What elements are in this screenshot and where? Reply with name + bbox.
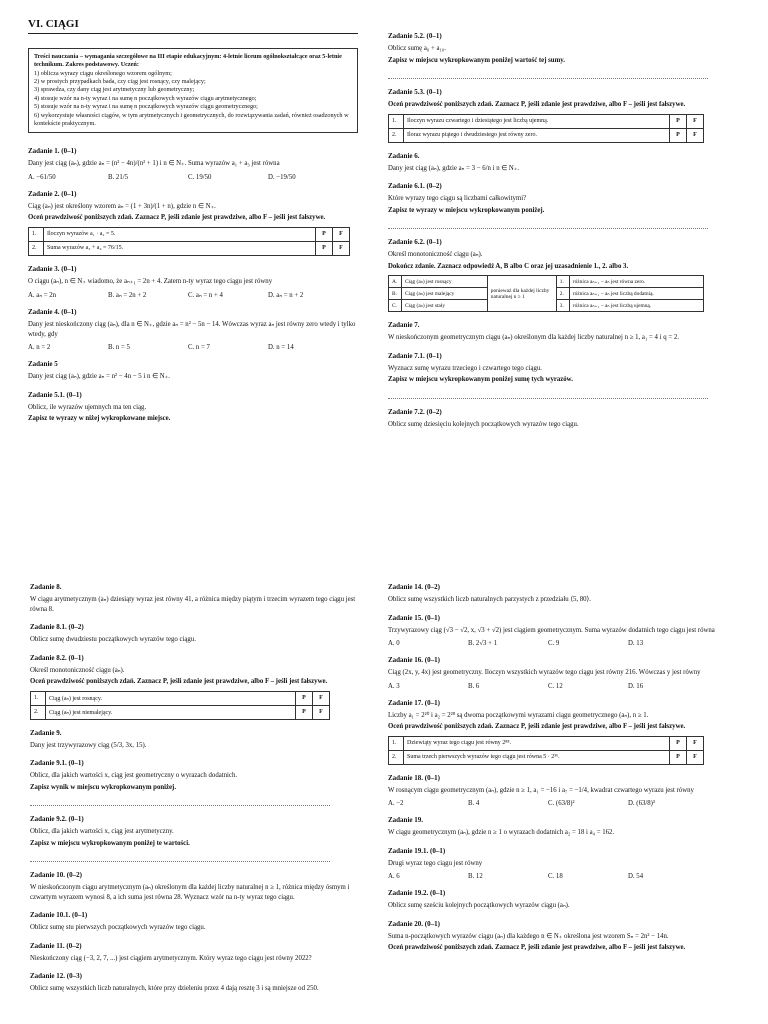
true-false-table [388, 736, 704, 765]
row-number: 1. [389, 736, 404, 750]
true-cell[interactable]: P [296, 691, 313, 705]
table-row [389, 276, 704, 288]
option-d[interactable]: D. −19/50 [268, 173, 296, 181]
table-row [31, 691, 330, 705]
answer-options [388, 800, 754, 807]
option-c[interactable]: C. 18 [548, 873, 563, 881]
task-text: Dany jest ciąg (aₙ), gdzie aₙ = (n² − 4n)/(n² + 1) i n ∈ N₊. Suma wyrazów a₁ + a₃ jest równa [28, 160, 280, 168]
task-text: Nieskończony ciąg (−3, 2, 7, ...) jest ciągiem arytmetycznym. Który wyraz tego ciągu jest równy 2022? [30, 954, 312, 962]
task-title: Zadanie 9.2. (0–1) [30, 815, 84, 824]
task-text: Oblicz sumę wszystkich liczb naturalnych, które przy dzieleniu przez 4 dają resztę 3 i są mniejsze od 250. [30, 985, 319, 993]
task-instruction: Dokończ zdanie. Zaznacz odpowiedź A, B albo C oraz jej uzasadnienie 1., 2. albo 3. [388, 262, 629, 270]
false-cell[interactable]: F [333, 241, 350, 255]
choice-text[interactable]: Ciąg (aₙ) jest malejący [402, 288, 488, 300]
row-number: 2. [31, 705, 46, 719]
requirement-item: 2) w prostych przypadkach bada, czy ciąg jest rosnący, czy malejący; [34, 78, 206, 86]
task-text: W ciągu geometrycznym (aₙ), gdzie n ≥ 1 o wyrazach dodatnich a₂ = 18 i a₄ = 162. [388, 829, 615, 837]
answer-line[interactable] [388, 388, 708, 399]
task-title: Zadanie 19.2. (0–1) [388, 889, 446, 898]
task-title: Zadanie 20. (0–1) [388, 919, 440, 928]
reason-number[interactable]: 1. [556, 276, 569, 288]
page-top-right [380, 0, 768, 545]
row-number: 1. [389, 114, 404, 128]
answer-line[interactable] [30, 851, 330, 862]
task-text: Oblicz sumę sześciu kolejnych początkowych wyrazów ciągu (aₙ). [388, 902, 570, 910]
task-title: Zadanie 10.1. (0–1) [30, 911, 88, 920]
requirement-item: 6) wykorzystuje własności ciągów, w tym arytmetycznych i geometrycznych, do rozwiązywania zadań, również osadzonych w kontekście praktycznym. [34, 111, 349, 127]
task-title: Zadanie 11. (0–2) [30, 941, 82, 950]
answer-options [388, 683, 754, 690]
true-cell[interactable]: P [316, 227, 333, 241]
task-text: Wyznacz sumę wyrazu trzeciego i czwartego tego ciągu. [388, 364, 542, 372]
option-d[interactable]: D. 13 [628, 640, 644, 648]
true-cell[interactable]: P [670, 114, 687, 128]
reason-number[interactable]: 3. [556, 300, 569, 312]
task-title: Zadanie 9. [30, 728, 62, 737]
task-text: W ciągu arytmetycznym (aₙ) dziesiąty wyraz jest równy 41, a różnica między piątym i trzecim wyrazem tego ciągu jest równa 8. [30, 596, 356, 613]
task-title: Zadanie 16. (0–1) [388, 656, 440, 665]
true-false-table [30, 691, 330, 720]
task-text: Określ monotoniczność ciągu (aₙ). [388, 251, 483, 259]
task-text: W nieskończonym geometrycznym ciągu (aₙ) określonym dla każdej liczby naturalnej n ≥ 1, a₁ = 4 i q = 2. [388, 334, 679, 342]
option-d[interactable]: D. aₙ = n + 2 [268, 292, 304, 300]
false-cell[interactable]: F [687, 114, 704, 128]
row-number: 2. [389, 750, 404, 764]
choice-letter[interactable]: C. [389, 300, 402, 312]
statement: Ciąg (aₙ) jest rosnący. [46, 691, 296, 705]
task-title: Zadanie 8. [30, 583, 62, 591]
task-title: Zadanie 8.1. (0–2) [30, 623, 84, 632]
option-a[interactable]: A. −61/50 [28, 173, 56, 181]
option-d[interactable]: D. n = 14 [268, 344, 294, 352]
task-title: Zadanie 17. (0–1) [388, 698, 440, 707]
table-row [29, 227, 350, 241]
statement: Suma wyrazów a₃ + a₄ = 76/15. [44, 241, 316, 255]
answer-line[interactable] [30, 795, 330, 806]
task-text: Liczby a₁ = 2²⁰ i a₂ = 2²⁸ są dwoma początkowymi wyrazami ciągu geometrycznego (aₙ), n ≥ 1. [388, 711, 649, 719]
task-instruction: Zapisz wynik w miejscu wykropkowanym poniżej. [30, 783, 177, 791]
option-a[interactable]: A. 6 [388, 873, 400, 881]
false-cell[interactable]: F [313, 691, 330, 705]
option-d[interactable]: D. (63/8)³ [628, 800, 655, 808]
reason-text[interactable]: różnica aₙ₊₁ − aₙ jest liczbą ujemną. [569, 300, 703, 312]
task-title: Zadanie 10. (0–2) [30, 871, 82, 880]
reason-number[interactable]: 2. [556, 288, 569, 300]
row-number: 1. [31, 691, 46, 705]
choice-table [388, 275, 704, 312]
task-title: Zadanie 6. [388, 151, 420, 160]
option-c[interactable]: C. n = 7 [188, 344, 210, 352]
true-false-table [28, 227, 350, 256]
page-top-left [0, 0, 384, 545]
task-instruction: Zapisz w miejscu wykropkowanym poniżej sumę tych wyrazów. [388, 376, 573, 384]
task-text: Oblicz, dla jakich wartości x, ciąg jest geometryczny o wyrazach dodatnich. [30, 772, 238, 780]
task-title: Zadanie 18. (0–1) [388, 773, 440, 782]
task-title: Zadanie 5.2. (0–1) [388, 32, 442, 40]
option-b[interactable]: B. 12 [468, 873, 483, 881]
false-cell[interactable]: F [687, 736, 704, 750]
task-instruction: Zapisz w miejscu wykropkowanym poniżej wartość tej sumy. [388, 56, 565, 64]
task-instruction: Zapisz w miejscu wykropkowanym poniżej te wartości. [30, 839, 190, 847]
answer-options [28, 174, 368, 181]
task-title: Zadanie 5 [28, 360, 58, 369]
requirement-item: 4) stosuje wzór na n-ty wyraz i na sumę n początkowych wyrazów ciągu arytmetycznego; [34, 94, 257, 102]
option-b[interactable]: B. 4 [468, 800, 480, 808]
task-instruction: Oceń prawdziwość poniższych zdań. Zaznacz P, jeśli zdanie jest prawdziwe, albo F – jeśli jest fałszywe. [388, 101, 686, 109]
option-b[interactable]: B. aₙ = 2n + 2 [108, 292, 147, 300]
task-title: Zadanie 3. (0–1) [28, 264, 77, 273]
task-instruction: Oceń prawdziwość poniższych zdań. Zaznacz P, jeśli zdanie jest prawdziwe, albo F – jeśli jest fałszywe. [388, 723, 686, 731]
task-text: Oblicz sumę dziesięciu kolejnych początkowych wyrazów tego ciągu. [388, 420, 579, 428]
task-text: Oblicz, ile wyrazów ujemnych ma ten ciąg. [28, 403, 147, 411]
true-false-table [388, 114, 704, 143]
task-instruction: Zapisz te wyrazy w miejscu wykropkowanym poniżej. [388, 206, 545, 214]
row-number: 2. [29, 241, 44, 255]
requirement-item: 1) oblicza wyrazy ciągu określonego wzorem ogólnym; [34, 69, 172, 77]
task-text: Dany jest ciąg (aₙ), gdzie aₙ = n² − 4n − 5 i n ∈ N₊. [28, 373, 170, 381]
statement: Iloczyn wyrazów a₁ · a₂ = 5. [44, 227, 316, 241]
option-a[interactable]: A. 3 [388, 682, 400, 690]
reason-connector: ponieważ dla każdej liczby naturalnej n ≥ 1 [487, 276, 556, 312]
task-text: W nieskończonym ciągu arytmetycznym (aₙ) określonym dla każdej liczby naturalnej n ≥ 1, różnica między ósmym i czwartym wyrazem wynosi 8, a ich suma jest równa 28. Wyznacz wzór na n-ty wyraz tego ciągu. [30, 884, 350, 901]
reason-text[interactable]: różnica aₙ₊₁ − aₙ jest równa zero. [569, 276, 703, 288]
task-title: Zadanie 1. (0–1) [28, 147, 77, 156]
row-number: 1. [29, 227, 44, 241]
task-title: Zadanie 12. (0–3) [30, 972, 82, 981]
task-title: Zadanie 15. (0–1) [388, 613, 440, 622]
task-text: Oblicz sumę a₆ + a₁₀. [388, 45, 446, 52]
task-text: Oblicz sumę stu pierwszych początkowych wyrazów tego ciągu. [30, 924, 206, 932]
page-gutter [0, 545, 768, 560]
answer-options [388, 640, 754, 647]
task-text: Oblicz, dla jakich wartości x, ciąg jest arytmetyczny. [30, 828, 174, 836]
task-title: Zadanie 2. (0–1) [28, 189, 77, 198]
task-title: Zadanie 4. (0–1) [28, 308, 77, 317]
task-title: Zadanie 19. [388, 816, 424, 825]
false-cell[interactable]: F [687, 128, 704, 142]
task-text: Dany jest ciąg (aₙ), gdzie aₙ = 3 − 6/n i n ∈ N₊. [388, 164, 520, 172]
option-c[interactable]: C. 9 [548, 640, 560, 648]
answer-options [28, 344, 368, 351]
answer-options [388, 873, 754, 880]
option-d[interactable]: D. 54 [628, 873, 644, 881]
page-bottom-right [380, 560, 768, 1024]
task-text: Które wyrazy tego ciągu są liczbami całkowitymi? [388, 195, 527, 203]
task-text: Suma n-początkowych wyrazów ciągu (aₙ) dla każdego n ∈ N₊ określona jest wzorem Sₙ = 2n² − 14n. [388, 932, 669, 940]
row-number: 2. [389, 128, 404, 142]
statement: Suma trzech pierwszych wyrazów tego ciągu jest równa 5 · 2³⁶. [404, 750, 670, 764]
table-row [389, 736, 704, 750]
task-title: Zadanie 6.2. (0–1) [388, 238, 442, 247]
task-text: Oblicz sumę wszystkich liczb naturalnych parzystych z przedziału ⟨5, 80⟩. [388, 596, 591, 603]
task-text: W rosnącym ciągu geometrycznym (aₙ), gdzie n ≥ 1, a₁ = −16 i a₇ = −1/4, kwadrat czwartego wyrazu jest równy [388, 786, 694, 794]
task-title: Zadanie 14. (0–2) [388, 583, 440, 591]
task-text: Trzywyrazowy ciąg (√3 − √2, x, √3 + √2) jest ciągiem geometrycznym. Suma wyrazów dodatnich tego ciągu jest równa [388, 626, 715, 634]
requirement-item: 5) stosuje wzór na n-ty wyraz i na sumę n początkowych wyrazów ciągu geometrycznego; [34, 103, 258, 111]
task-title: Zadanie 7.1. (0–1) [388, 351, 442, 360]
statement: Iloraz wyrazu piątego i dwudziestego jest równy zero. [404, 128, 670, 142]
task-text: Ciąg (2x, y, 4x) jest geometryczny. Iloczyn wszystkich wyrazów tego ciągu jest równy 216. Wówczas y jest równy [388, 669, 701, 677]
true-cell[interactable]: P [316, 241, 333, 255]
answer-line[interactable] [388, 218, 708, 229]
option-a[interactable]: A. n = 2 [28, 344, 51, 352]
true-cell[interactable]: P [296, 705, 313, 719]
choice-letter[interactable]: A. [389, 276, 402, 288]
task-title: Zadanie 5.1. (0–1) [28, 390, 82, 399]
requirements-head: Treści nauczania – wymagania szczegółowe na III etapie edukacyjnym: 4-letnie liceum ogólnokształcące oraz 5-letnie technikum. Zakres podstawowy. Uczeń: [34, 53, 342, 69]
statement: Iloczyn wyrazu czwartego i dziesiątego jest liczbą ujemną. [404, 114, 670, 128]
page-bottom-left [0, 560, 384, 1024]
false-cell[interactable]: F [333, 227, 350, 241]
task-text: Oblicz sumę dwudziestu początkowych wyrazów tego ciągu. [30, 636, 196, 644]
option-c[interactable]: C. 12 [548, 682, 563, 690]
task-text: Dany jest nieskończony ciąg (aₙ), dla n ∈ N₊, gdzie aₙ = n² − 5n − 14. Wówczas wyraz aₙ jest równy zero wtedy i tylko wtedy, gdy [28, 321, 356, 338]
task-instruction: Oceń prawdziwość poniższych zdań. Zaznacz P, jeśli zdanie jest prawdziwe, albo F – jeśli jest fałszywe. [28, 214, 326, 222]
option-b[interactable]: B. 21/5 [108, 173, 129, 181]
task-title: Zadanie 9.1. (0–1) [30, 759, 84, 768]
option-a[interactable]: A. aₙ = 2n [28, 292, 57, 300]
task-instruction: Oceń prawdziwość poniższych zdań. Zaznacz P, jeśli zdanie jest prawdziwe, albo F – jeśli jest fałszywe. [388, 944, 686, 952]
task-title: Zadanie 6.1. (0–2) [388, 182, 442, 191]
option-a[interactable]: A. 0 [388, 640, 400, 648]
table-row [389, 750, 704, 764]
answer-line[interactable] [388, 68, 708, 79]
choice-text[interactable]: Ciąg (aₙ) jest rosnący [402, 276, 488, 288]
true-cell[interactable]: P [670, 128, 687, 142]
statement: Dziewiąty wyraz tego ciągu jest równy 2⁸⁸. [404, 736, 670, 750]
statement: Ciąg (aₙ) jest niemalejący. [46, 705, 296, 719]
task-text: Dany jest trzywyrazowy ciąg (5/3, 3x, 15). [30, 741, 147, 749]
reason-text[interactable]: różnica aₙ₊₁ − aₙ jest liczbą dodatnią. [569, 288, 703, 300]
option-c[interactable]: C. aₙ = n + 4 [188, 292, 223, 300]
false-cell[interactable]: F [687, 750, 704, 764]
table-row [29, 241, 350, 255]
table-row [31, 705, 330, 719]
task-text: Ciąg (aₙ) jest określony wzorem aₙ = (1 + 3n)/(1 + n), gdzie n ∈ N₊. [28, 202, 216, 210]
choice-text[interactable]: Ciąg (aₙ) jest stały [402, 300, 488, 312]
task-title: Zadanie 7. [388, 321, 420, 330]
task-text: O ciągu (aₙ), n ∈ N₊ wiadomo, że aₙ₊₁ = 2n + 4. Zatem n-ty wyraz tego ciągu jest równy [28, 277, 273, 285]
option-c[interactable]: C. 19/50 [188, 173, 212, 181]
option-d[interactable]: D. 16 [628, 682, 644, 690]
option-b[interactable]: B. 2√3 + 1 [468, 640, 498, 648]
option-b[interactable]: B. 6 [468, 682, 480, 690]
table-row [389, 114, 704, 128]
option-c[interactable]: C. (63/8)² [548, 800, 575, 808]
task-title: Zadanie 7.2. (0–2) [388, 407, 442, 416]
task-instruction: Oceń prawdziwość poniższych zdań. Zaznacz P, jeśli zdanie jest prawdziwe, albo F – jeśli jest fałszywe. [30, 678, 328, 686]
true-cell[interactable]: P [670, 750, 687, 764]
option-a[interactable]: A. −2 [388, 800, 404, 808]
false-cell[interactable]: F [313, 705, 330, 719]
task-title: Zadanie 8.2. (0–1) [30, 653, 84, 662]
task-instruction: Zapisz te wyrazy w niżej wykropkowane miejsce. [28, 415, 171, 423]
requirements-box [28, 48, 358, 133]
table-row [389, 128, 704, 142]
task-text: Określ monotoniczność ciągu (aₙ). [30, 666, 125, 674]
true-cell[interactable]: P [670, 736, 687, 750]
choice-letter[interactable]: B. [389, 288, 402, 300]
answer-options [28, 291, 368, 299]
task-text: Drugi wyraz tego ciągu jest równy [388, 859, 483, 867]
option-b[interactable]: B. n = 5 [108, 344, 130, 352]
chapter-title: VI. CIĄGI [28, 18, 358, 34]
task-title: Zadanie 5.3. (0–1) [388, 88, 442, 97]
requirement-item: 3) sprawdza, czy dany ciąg jest arytmetyczny lub geometryczny; [34, 86, 195, 94]
task-title: Zadanie 19.1. (0–1) [388, 846, 446, 855]
